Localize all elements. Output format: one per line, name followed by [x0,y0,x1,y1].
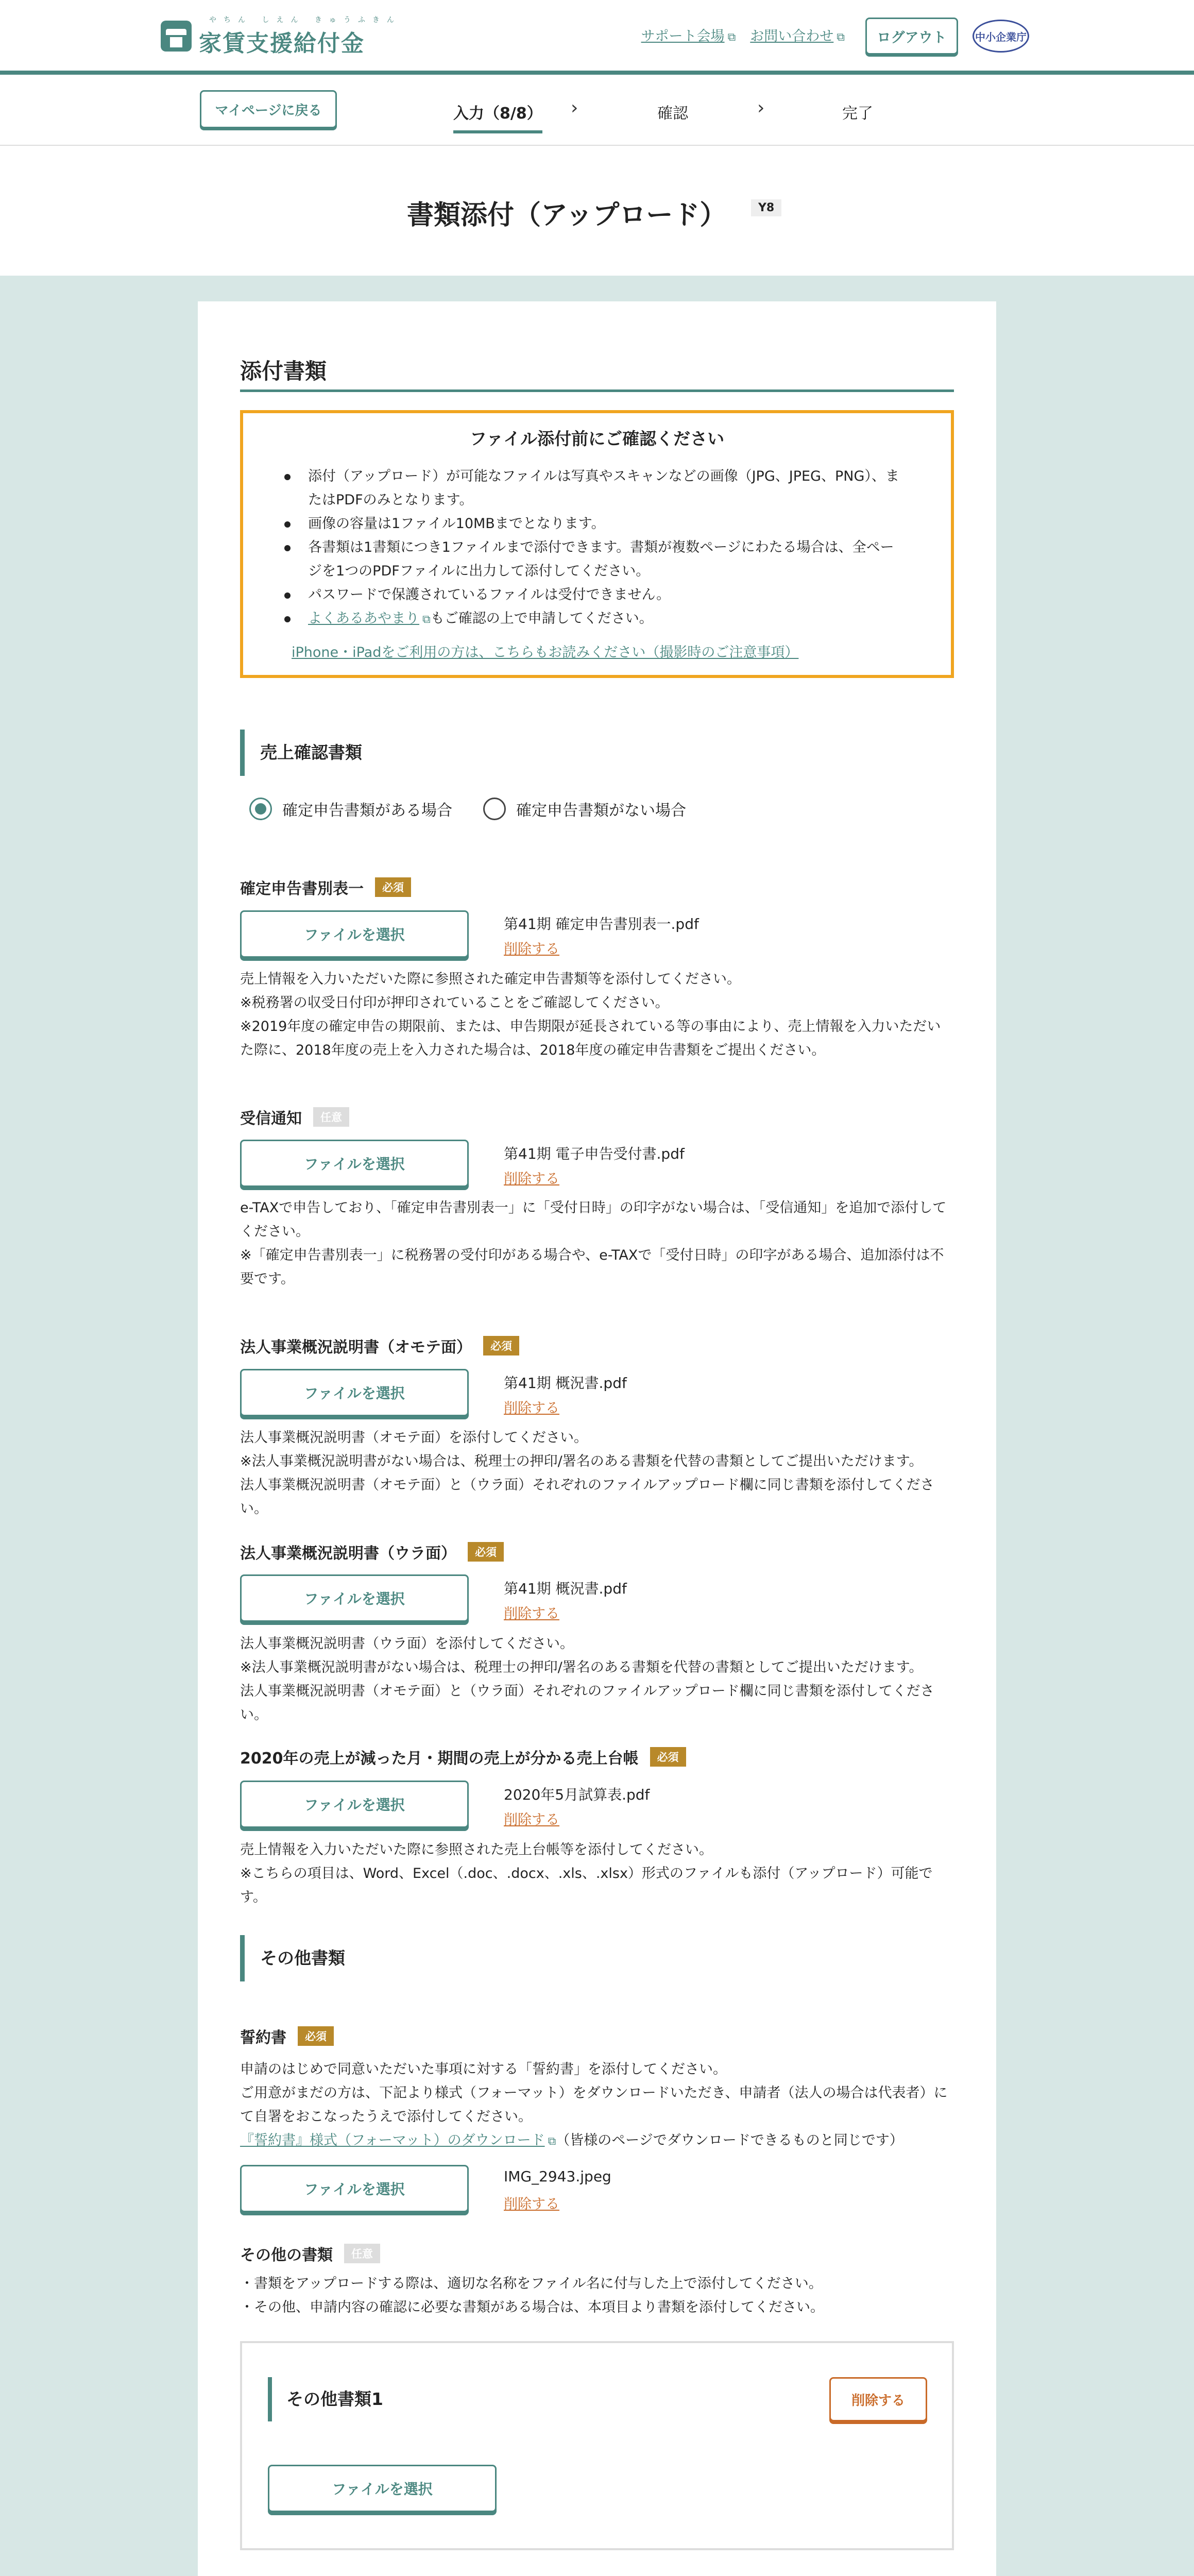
other-docs-description [240,2272,954,2319]
field-description [240,968,954,1062]
site-header [0,0,1194,75]
select-file-button[interactable]: ファイルを選択 [240,1369,469,1416]
description-line: 申請のはじめで同意いただいた事項に対する「誓約書」を添付してください。 [240,2061,727,2077]
field-label: 2020年の売上が減った月・期間の売上が分かる売上台帳 [240,1750,639,1768]
iphone-notice-link[interactable]: iPhone・iPadをご利用の方は、こちらもお読みください（撮影時のご注意事項） [292,645,799,660]
select-file-button[interactable]: ファイルを選択 [240,1140,469,1187]
radio-has-tax-return[interactable] [249,798,452,820]
field-heading [240,1745,686,1768]
contact-link[interactable] [750,25,845,45]
field-heading [240,1106,349,1128]
field-heading [240,1334,519,1357]
file-name: IMG_2943.jpeg [504,2168,611,2185]
delete-file-link[interactable]: 削除する [504,1812,559,1828]
file-name: 2020年5月試算表.pdf [504,1786,650,1803]
step-confirm: 確認 [657,105,688,123]
description-line: ※税務署の収受日付印が押印されていることをご確認してください。 [240,995,669,1011]
pledge-download-link[interactable]: 『誓約書』様式（フォーマット）のダウンロード [240,2132,545,2148]
delete-file-link[interactable]: 削除する [504,941,559,957]
logo-ruby: やちん しえん きゅうふきん [209,16,401,24]
field-label: 確定申告書別表一 [240,880,364,898]
other-document-box [240,2341,954,2550]
notice-list [284,465,908,632]
field-description [240,1196,954,1291]
step-complete: 完了 [842,105,873,123]
sub-heading-others: その他書類 [240,1935,954,1981]
optional-badge: 任意 [344,2244,380,2263]
radio-label: 確定申告書類がある場合 [282,802,452,820]
field-heading [240,876,411,899]
other-document-title: その他書類1 [268,2377,383,2421]
optional-badge: 任意 [313,1107,349,1127]
field-heading [240,1540,504,1563]
field-label: 受信通知 [240,1110,302,1128]
delete-other-document-button[interactable]: 削除する [829,2377,927,2421]
description-line: 売上情報を入力いただいた際に参照された売上台帳等を添付してください。 [240,1842,713,1858]
logo-title: 家賃支援給付金 [199,30,365,57]
description-line: 法人事業概況説明書（オモテ面）を添付してください。 [240,1430,588,1446]
notice-title: ファイル添付前にご確認ください [469,429,725,449]
section-heading-attachments: 添付書類 [240,359,327,384]
pledge-description [240,2058,954,2154]
radio-label: 確定申告書類がない場合 [516,802,686,820]
notice-item: 添付（アップロード）が可能なファイルは写真やスキャンなどの画像（JPG、JPEG、PNG）、またはPDFのみとなります。 [284,465,908,512]
back-to-mypage-button[interactable]: マイページに戻る [200,90,337,128]
file-name: 第41期 電子申告受付書.pdf [504,1145,685,1162]
description-line: 法人事業概況説明書（オモテ面）と（ウラ面）それぞれのファイルアップロード欄に同じ書類を添付してください。 [240,1683,934,1723]
field-description [240,1426,954,1521]
select-file-button[interactable]: ファイルを選択 [240,2165,469,2212]
delete-file-link[interactable]: 削除する [504,1606,559,1622]
delete-file-link[interactable]: 削除する [504,2196,559,2212]
header-links [641,25,845,45]
description-line: ※「確定申告書別表一」に税務署の受付印がある場合や、e-TAXで「受付日時」の印字がある場合、追加添付は不要です。 [240,1247,944,1287]
house-logo-icon [161,21,192,52]
sme-agency-logo: 中小企業庁 [973,20,1029,53]
chevron-right-icon: › [757,97,765,118]
required-badge: 必須 [650,1747,686,1767]
field-description [240,1632,954,1727]
logo-text [199,14,401,58]
description-line: e-TAXで申告しており、「確定申告書別表一」に「受付日時」の印字がない場合は、「受信通知」を追加で添付してください。 [240,1200,947,1240]
field-heading [240,2242,380,2265]
site-logo[interactable] [161,14,401,58]
chevron-right-icon: › [571,97,578,118]
pledge-download-line [240,2129,954,2154]
section-divider [240,389,954,392]
contact-label: お問い合わせ [750,28,834,44]
description-line: ・その他、申請内容の確認に必要な書類がある場合は、本項目より書類を添付してください。 [240,2299,824,2315]
required-badge: 必須 [483,1336,519,1355]
field-description [240,1838,954,1909]
file-name: 第41期 確定申告書別表一.pdf [504,916,699,933]
description-line: 法人事業概況説明書（オモテ面）と（ウラ面）それぞれのファイルアップロード欄に同じ書類を添付してください。 [240,1477,934,1517]
notice-item-faq [284,607,908,632]
download-suffix: （皆様のページでダウンロードできるものと同じです） [556,2132,903,2148]
field-label: その他の書類 [240,2246,333,2264]
select-file-button[interactable]: ファイルを選択 [240,1781,469,1828]
description-line: ※2019年度の確定申告の期限前、または、申告期限が延長されている等の事由により、売上情報を入力いただいた際に、2018年度の売上を入力された場合は、2018年度の確定申告書類をご提出ください。 [240,1019,941,1058]
sub-heading-sales: 売上確認書類 [240,730,954,776]
file-name: 第41期 概況書.pdf [504,1580,627,1597]
external-link-icon: ⧉ [548,2135,556,2148]
select-file-button[interactable]: ファイルを選択 [240,910,469,958]
delete-file-link[interactable]: 削除する [504,1400,559,1416]
external-link-icon: ⧉ [422,613,431,626]
support-venue-label: サポート会場 [641,28,725,44]
notice-item: 画像の容量は1ファイル10MBまでとなります。 [284,512,908,536]
page-title-area [0,147,1194,276]
faq-link[interactable]: よくあるあやまり [308,611,419,626]
description-line: ※こちらの項目は、Word、Excel（.doc、.docx、.xls、.xlsx）形式のファイルも添付（アップロード）可能です。 [240,1866,933,1905]
tax-return-radio-group [249,798,686,820]
field-heading [240,2025,334,2047]
radio-selected-icon [249,798,272,820]
delete-file-link[interactable]: 削除する [504,1171,559,1187]
page-title: 書類添付（アップロード） [407,200,727,231]
field-label: 誓約書 [240,2029,286,2047]
file-name: 第41期 概況書.pdf [504,1375,627,1392]
description-line: ※法人事業概況説明書がない場合は、税理士の押印/署名のある書類を代替の書類としてご提出いただけます。 [240,1659,923,1675]
required-badge: 必須 [375,877,411,897]
notice-item: 各書類は1書類につき1ファイルまで添付できます。書類が複数ページにわたる場合は、全ページを1つのPDFファイルに出力して添付してください。 [284,536,908,583]
faq-suffix: もご確認の上で申請してください。 [430,611,653,626]
upload-notice-box [240,410,954,678]
description-line: 法人事業概況説明書（ウラ面）を添付してください。 [240,1636,574,1652]
radio-no-tax-return[interactable] [483,798,686,820]
description-line: ・書類をアップロードする際は、適切な名称をファイル名に付与した上で添付してください。 [240,2276,823,2292]
radio-unselected-icon [483,798,506,820]
required-badge: 必須 [468,1542,504,1562]
logout-button[interactable]: ログアウト [865,18,958,55]
step-input: 入力（8/8） [453,100,542,133]
field-label: 法人事業概況説明書（ウラ面） [240,1545,456,1563]
page-code-badge: Y8 [751,199,781,216]
notice-item: パスワードで保護されているファイルは受付できません。 [284,583,908,607]
description-line: 売上情報を入力いただいた際に参照された確定申告書類等を添付してください。 [240,971,741,987]
description-line: ※法人事業概況説明書がない場合は、税理士の押印/署名のある書類を代替の書類としてご提出いただけます。 [240,1453,923,1469]
select-file-button[interactable]: ファイルを選択 [268,2465,497,2512]
field-label: 法人事業概況説明書（オモテ面） [240,1338,472,1357]
description-line: ご用意がまだの方は、下記より様式（フォーマット）をダウンロードいただき、申請者（法人の場合は代表者）にて自署をおこなったうえで添付してください。 [240,2085,948,2125]
external-link-icon: ⧉ [727,31,736,44]
external-link-icon: ⧉ [837,31,845,44]
required-badge: 必須 [298,2026,334,2046]
select-file-button[interactable]: ファイルを選択 [240,1574,469,1622]
support-venue-link[interactable] [641,25,736,45]
progress-steps [0,79,1194,146]
